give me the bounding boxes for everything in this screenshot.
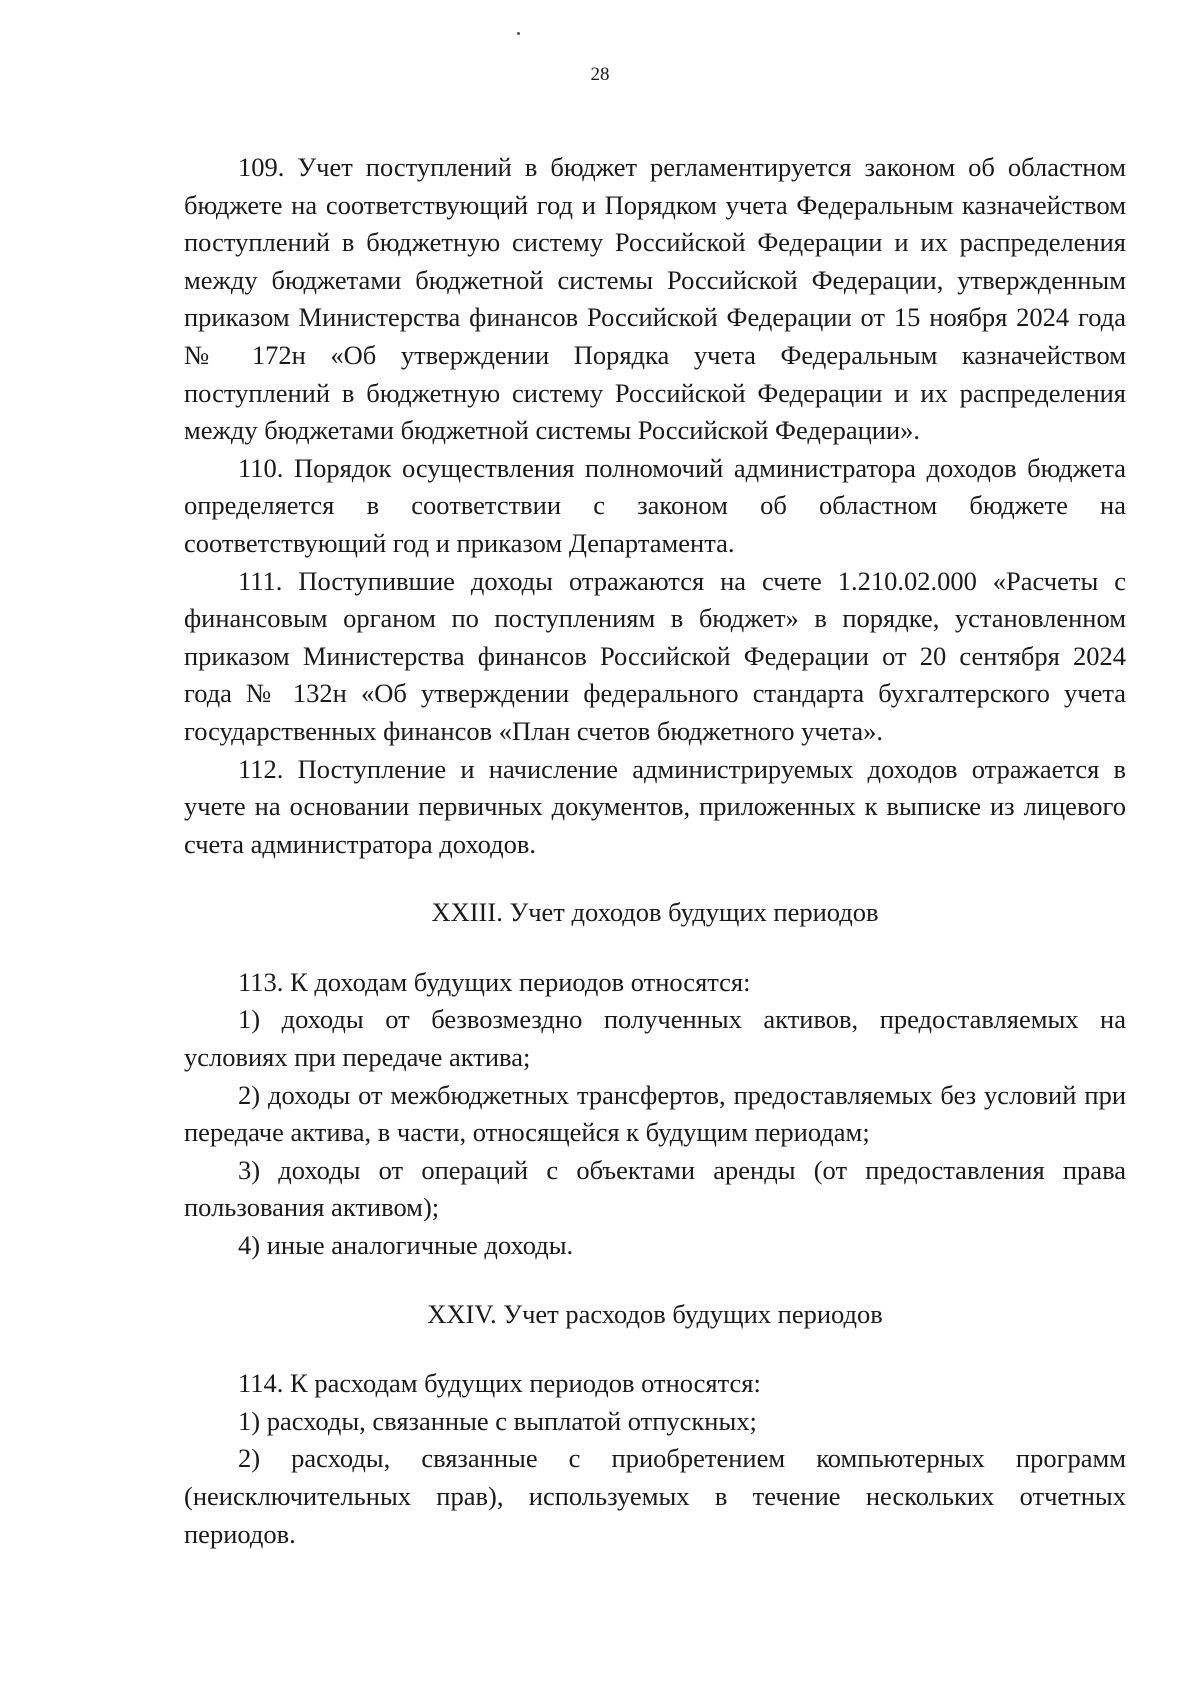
- list-item: 3) доходы от операций с объектами аренды (от предоставления права пользования активом);: [184, 1154, 1126, 1223]
- list-item: 1) доходы от безвозмездно полученных активов, предоставляемых на условиях при передаче актива;: [184, 1004, 1126, 1073]
- section-heading-xxiv: XXIV. Учет расходов будущих периодов: [427, 1298, 883, 1329]
- list-item: 4) иные аналогичные доходы.: [238, 1230, 574, 1261]
- document-body: [184, 149, 1126, 1553]
- paragraph-111: 111. Поступившие доходы отражаются на счете 1.210.02.000 «Расчеты с финансовым органом по поступлениям в бюджет» в порядке, установленном приказом Министерства финансов Российской Федерации от 20 сентября 2024 года № 132н «Об утверждении федерального стандарта бухгалтерского учета государственных финансов «План счетов бюджетного учета».: [184, 565, 1126, 746]
- paragraph-110: 110. Порядок осуществления полномочий администратора доходов бюджета определяется в соответствии с законом об областном бюджете на соответствующий год и приказом Департамента.: [184, 452, 1126, 558]
- page-number: 28: [590, 64, 610, 85]
- paragraph-109: 109. Учет поступлений в бюджет регламентируется законом об областном бюджете на соответствующий год и Порядком учета Федеральным казначейством поступлений в бюджетную систему Российской Федерации и их распределения между бюджетами бюджетной системы Российской Федерации, утвержденным приказом Министерства финансов Российской Федерации от 15 ноября 2024 года № 172н «Об утверждении Порядка учета Федеральным казначейством поступлений в бюджетную систему Российской Федерации и их распределения между бюджетами бюджетной системы Российской Федерации».: [184, 152, 1126, 446]
- list-item: 2) расходы, связанные с приобретением компьютерных программ (неисключительных прав), используемых в течение нескольких отчетных периодов.: [184, 1443, 1126, 1549]
- paragraph-113: 113. К доходам будущих периодов относятся:: [238, 966, 751, 997]
- paragraph-112: 112. Поступление и начисление администрируемых доходов отражается в учете на основании первичных документов, приложенных к выписке из лицевого счета администратора доходов.: [184, 753, 1126, 859]
- section-heading-xxiii: XXIII. Учет доходов будущих периодов: [431, 897, 879, 928]
- list-item: 2) доходы от межбюджетных трансфертов, предоставляемых без условий при передаче актива, в части, относящейся к будущим периодам;: [184, 1079, 1126, 1148]
- list-item: 1) расходы, связанные с выплатой отпускных;: [238, 1405, 757, 1436]
- scan-speck: [517, 32, 520, 35]
- paragraph-114: 114. К расходам будущих периодов относятся:: [238, 1368, 761, 1399]
